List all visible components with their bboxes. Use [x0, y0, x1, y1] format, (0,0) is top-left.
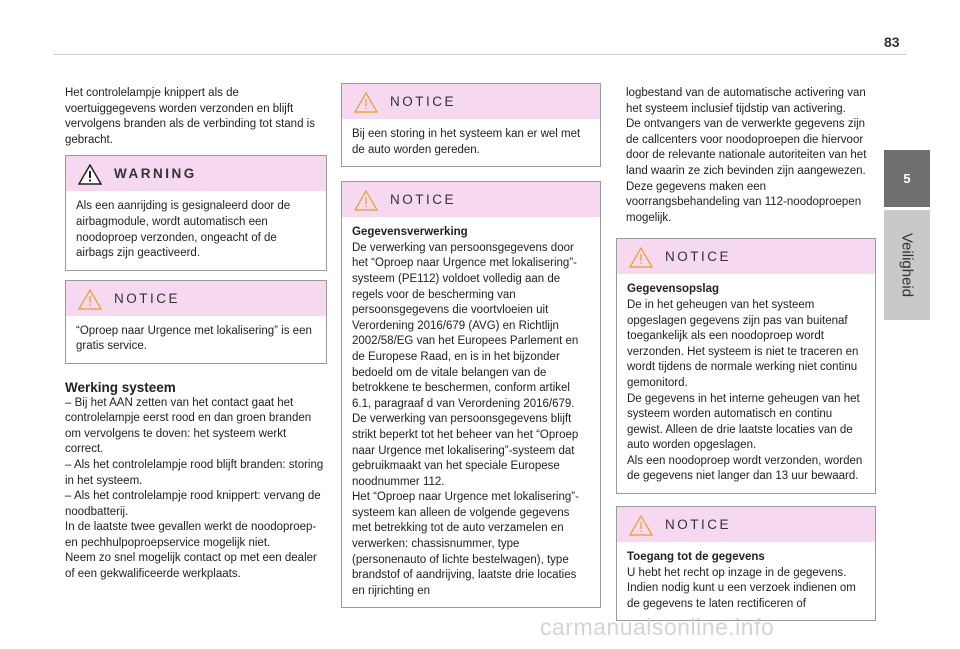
chapter-tab-number[interactable]: 5 [884, 150, 930, 207]
notice-heading: Gegevensopslag [627, 283, 720, 296]
watermark[interactable]: carmanualsonline.info [540, 614, 775, 640]
notice-title: NOTICE [665, 249, 732, 265]
section-line: Neem zo snel mogelijk contact op met een dealer of een gekwalificeerde werkplaats. [65, 552, 317, 581]
notice-title: NOTICE [390, 192, 457, 208]
continued-paragraph: logbestand van de automatische activering van het systeem inclusief tijdstip van activering. [626, 87, 866, 115]
notice-paragraph: De verwerking van persoonsgegevens blijft strikt beperkt tot het beheer van het “Oproep naar Urgence met lokalisering”-systeem dat gebruikmaakt van het speciale Europese noodnummer 112. [352, 413, 579, 488]
notice-paragraph: Het “Oproep naar Urgence met lokalisering”-systeem kan alleen de volgende gegevens met betrekking tot de auto verzamelen en verwerken: chassisnummer, type (personenauto of lichte bestelwagen), type brandstof of aandrijving, laatste drie locaties en rijrichting en [352, 491, 579, 597]
notice-paragraph: De in het geheugen van het systeem opgeslagen gegevens zijn pas van buitenaf toegankelijk als een noodoproep wordt verzonden. Het systeem is niet te traceren en wordt tijdens de normale werking niet continu gemonitord. [627, 298, 859, 389]
notice-box [65, 280, 327, 364]
notice-box [341, 83, 601, 167]
continued-paragraph: De ontvangers van de verwerkte gegevens zijn de callcenters voor noodoproepen die hiervoor door de relevante nationale autoriteiten van het land waarin ze zich bevinden zijn aangewezen. Deze gegevens maken een voorrangsbehandeling van 112-noodoproepen mogelijk. [626, 118, 867, 224]
notice-box-gegevensopslag [616, 238, 876, 494]
continued-text [616, 86, 876, 226]
notice-icon [78, 289, 102, 310]
notice-icon [629, 515, 653, 536]
warning-text: Als een aanrijding is gesignaleerd door de airbagmodule, wordt automatisch een noodoproep verzonden, ongeacht of de airbags zijn geactiveerd. [76, 200, 291, 260]
section-title: Werking systeem [65, 379, 176, 395]
warning-icon [78, 164, 102, 185]
section-werking [65, 380, 327, 583]
notice-title: NOTICE [390, 94, 457, 109]
notice-paragraph: De gegevens in het interne geheugen van het systeem worden automatisch en continu gewist. Alleen de drie laatste locaties van de auto worden opgeslagen. [627, 392, 860, 452]
header-rule [54, 54, 906, 55]
notice-title: NOTICE [114, 290, 181, 306]
notice-box-toegang [616, 506, 876, 621]
section-line: – Als het controlelampje rood knippert: vervang de noodbatterij. [65, 490, 321, 518]
notice-text: U hebt het recht op inzage in de gegevens. Indien nodig kunt u een verzoek indienen om de gegevens te laten rectificeren of [627, 566, 856, 610]
page-number: 83 [884, 34, 900, 50]
notice-header [617, 507, 875, 542]
notice-paragraph: Als een noodoproep wordt verzonden, worden de gegevens niet langer dan 13 uur bewaard. [627, 454, 863, 483]
notice-header [342, 84, 600, 119]
notice-title: NOTICE [665, 517, 732, 533]
column-1 [65, 86, 327, 583]
column-2 [341, 83, 601, 608]
notice-header [617, 239, 875, 274]
notice-icon [354, 92, 378, 113]
column-3 [616, 86, 876, 621]
section-line: In de laatste twee gevallen werkt de noodoproep-en pechhulpoproepservice mogelijk niet. [65, 521, 317, 549]
notice-text: “Oproep naar Urgence met lokalisering” is een gratis service. [76, 324, 312, 353]
notice-header [66, 281, 326, 316]
intro-text: Het controlelampje knippert als de voertuiggegevens worden verzonden en blijft vervolgens branden als de verbinding tot stand is gebracht. [65, 87, 315, 146]
notice-heading: Gegevensverwerking [352, 226, 468, 239]
warning-title: WARNING [114, 166, 197, 182]
warning-header [66, 156, 326, 191]
notice-paragraph: De verwerking van persoonsgegevens door het “Oproep naar Urgence met lokalisering”-systeem (PE112) voldoet volledig aan de regels voor de bescherming van persoonsgegevens die voortvloeien uit Verordening 2016/679 (AVG) en Richtlijn 2002/58/EG van het Europees Parlement en de Europese Raad, en is in het bijzonder bedoeld om de vitale belangen van de betrokkene te beschermen, conform artikel 6.1, paragraaf d van Verordening 2016/679. [352, 241, 579, 410]
chapter-tab-label: Veiligheid [898, 232, 916, 298]
notice-icon [629, 247, 653, 268]
notice-text: Bij een storing in het systeem kan er wel met de auto worden gereden. [352, 128, 581, 156]
chapter-tab[interactable] [884, 210, 930, 320]
notice-heading: Toegang tot de gegevens [627, 551, 765, 564]
section-line: – Als het controlelampje rood blijft branden: storing in het systeem. [65, 458, 324, 487]
notice-box-gegevensverwerking [341, 181, 601, 608]
section-line: – Bij het AAN zetten van het contact gaat het controlelampje eerst rood en dan groen branden om vervolgens te doven: het systeem werkt correct. [65, 396, 312, 456]
notice-icon [354, 190, 378, 211]
warning-box [65, 155, 327, 270]
notice-header [342, 182, 600, 217]
